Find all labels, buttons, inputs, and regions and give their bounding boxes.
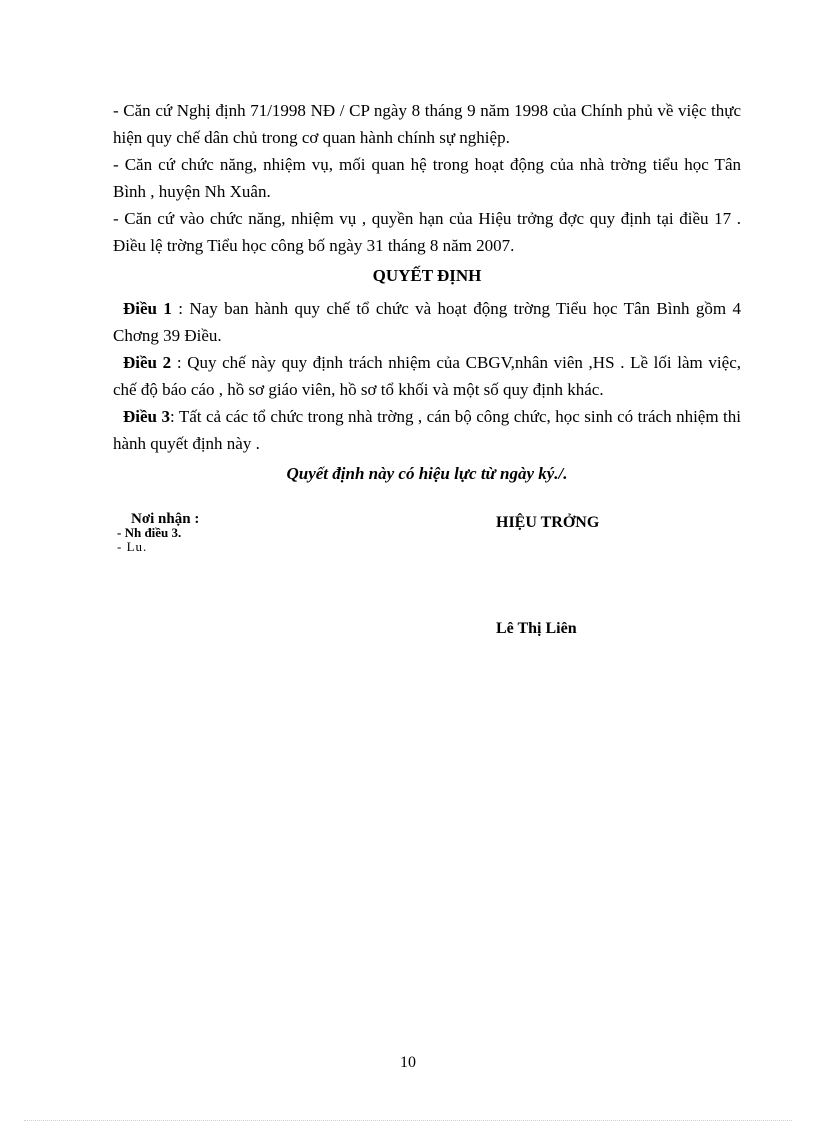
effect-statement: Quyết định này có hiệu lực từ ngày ký./. — [286, 464, 568, 483]
page-number: 10 — [400, 1054, 416, 1071]
article-3 — [113, 403, 741, 457]
signer-name: Lê Thị Liên — [496, 620, 577, 637]
recipient-item: - Nh điều 3. — [117, 525, 182, 540]
recipients-block — [117, 512, 199, 554]
article-2 — [113, 349, 741, 403]
article-1 — [113, 295, 741, 349]
footer-rule — [24, 1120, 792, 1121]
article-1-label: Điều 1 — [123, 299, 172, 318]
recipient-item: - Lu. — [117, 539, 148, 554]
article-3-text: : Tất cả các tổ chức trong nhà trờng , cán bộ công chức, học sinh có trách nhiệm thi hành quyết định này . — [113, 407, 741, 453]
recipients-heading: Nơi nhận : — [131, 511, 200, 527]
article-2-label: Điều 2 — [123, 353, 172, 372]
signer-title: HIỆU TRỞNG — [496, 514, 600, 531]
article-3-label: Điều 3 — [123, 407, 170, 426]
preamble-paragraph-2: - Căn cứ chức năng, nhiệm vụ, mối quan hệ trong hoạt động của nhà trờng tiểu học Tân Bình , huyện Nh Xuân. — [113, 155, 741, 201]
preamble-paragraph-1: - Căn cứ Nghị định 71/1998 NĐ / CP ngày 8 tháng 9 năm 1998 của Chính phủ về việc thực hiện quy chế dân chủ trong cơ quan hành chính sự nghiệp. — [113, 101, 741, 147]
article-1-text: : Nay ban hành quy chế tổ chức và hoạt động trờng Tiểu học Tân Bình gồm 4 Chơng 39 Điều. — [113, 299, 741, 345]
preamble-paragraph-3: - Căn cứ vào chức năng, nhiệm vụ , quyền hạn của Hiệu trởng đợc quy định tại điều 17 . Điều lệ trờng Tiểu học công bố ngày 31 tháng 8 năm 2007. — [113, 209, 741, 255]
article-2-text: : Quy chế này quy định trách nhiệm của CBGV,nhân viên ,HS . Lề lối làm việc, chế độ báo cáo , hồ sơ giáo viên, hồ sơ tổ khối và một số quy định khác. — [113, 353, 741, 399]
decision-title: QUYẾT ĐỊNH — [372, 266, 482, 285]
